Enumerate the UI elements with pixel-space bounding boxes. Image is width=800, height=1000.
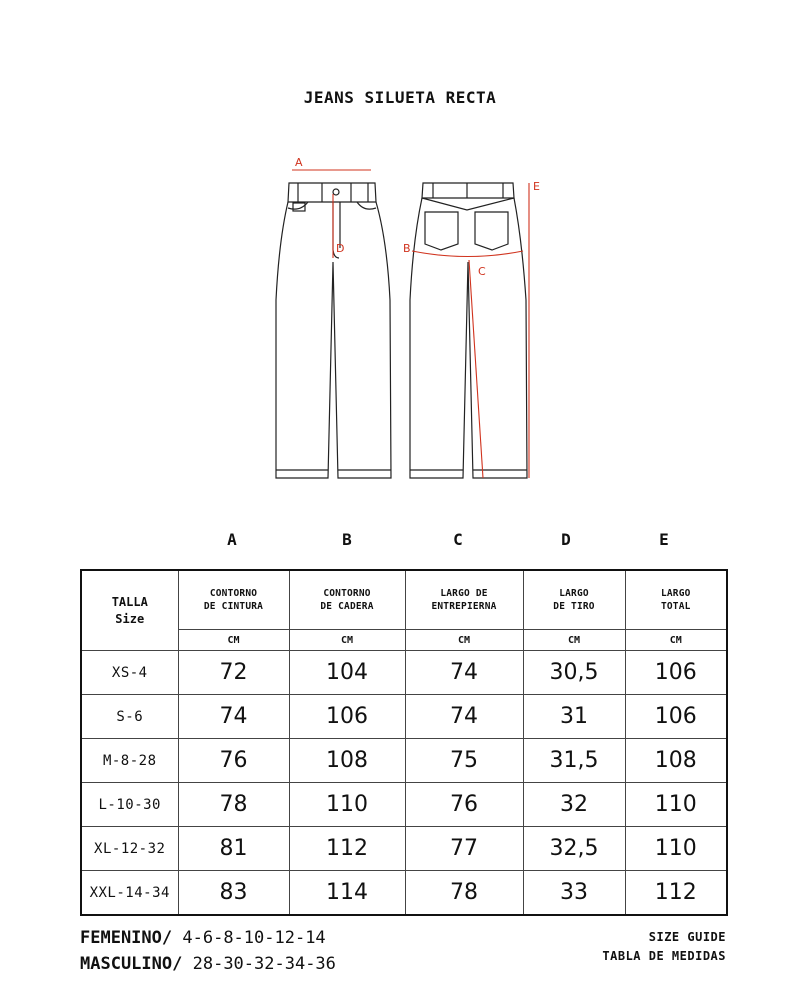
table-row bbox=[81, 695, 727, 739]
column-header-text: CONTORNO bbox=[323, 588, 371, 599]
value-cell: 78 bbox=[405, 871, 523, 916]
value-cell: 32 bbox=[523, 783, 625, 827]
value-cell: 108 bbox=[625, 739, 727, 783]
value-cell: 112 bbox=[289, 827, 405, 871]
column-header-text: CONTORNO bbox=[209, 588, 258, 599]
measurement-letters bbox=[295, 156, 540, 278]
measure-label-b: B bbox=[403, 242, 411, 255]
unit-label: CM bbox=[625, 630, 727, 651]
value-cell: 31 bbox=[523, 695, 625, 739]
column-header-b bbox=[289, 570, 405, 630]
femenino-line bbox=[80, 925, 336, 951]
value-cell: 114 bbox=[289, 871, 405, 916]
value-cell: 112 bbox=[625, 871, 727, 916]
size-cell: M-8-28 bbox=[81, 739, 178, 783]
size-cell: L-10-30 bbox=[81, 783, 178, 827]
value-cell: 76 bbox=[178, 739, 289, 783]
size-column-header bbox=[81, 570, 178, 651]
value-cell: 106 bbox=[625, 651, 727, 695]
column-letter-d: D bbox=[561, 530, 571, 549]
value-cell: 78 bbox=[178, 783, 289, 827]
value-cell: 81 bbox=[178, 827, 289, 871]
size-header-line2: Size bbox=[115, 611, 145, 626]
column-header-c bbox=[405, 570, 523, 630]
size-cell: XL-12-32 bbox=[81, 827, 178, 871]
table-row bbox=[81, 827, 727, 871]
unit-label: CM bbox=[178, 630, 289, 651]
measure-label-a: A bbox=[295, 156, 303, 169]
value-cell: 110 bbox=[625, 783, 727, 827]
column-header-text: DE CINTURA bbox=[203, 601, 264, 612]
value-cell: 74 bbox=[405, 651, 523, 695]
value-cell: 106 bbox=[289, 695, 405, 739]
masculino-sizes: 28-30-32-34-36 bbox=[192, 954, 336, 974]
jeans-back-view bbox=[410, 183, 527, 478]
unit-label: CM bbox=[289, 630, 405, 651]
value-cell: 104 bbox=[289, 651, 405, 695]
table-header-row bbox=[81, 570, 727, 630]
column-header-e bbox=[625, 570, 727, 630]
measure-label-d: D bbox=[336, 242, 345, 255]
column-header-a bbox=[178, 570, 289, 630]
size-guide-line1: SIZE GUIDE bbox=[648, 930, 726, 944]
unit-row bbox=[81, 630, 727, 651]
value-cell: 108 bbox=[289, 739, 405, 783]
column-letters bbox=[0, 530, 800, 554]
measure-line-c bbox=[469, 260, 483, 478]
size-cell: XXL-14-34 bbox=[81, 871, 178, 916]
size-equivalence bbox=[80, 925, 336, 977]
value-cell: 77 bbox=[405, 827, 523, 871]
value-cell: 72 bbox=[178, 651, 289, 695]
value-cell: 33 bbox=[523, 871, 625, 916]
measure-line-b bbox=[412, 251, 523, 257]
table-row bbox=[81, 739, 727, 783]
column-letter-b: B bbox=[342, 530, 352, 549]
masculino-line bbox=[80, 951, 336, 977]
column-header-text: ENTREPIERNA bbox=[431, 601, 497, 612]
masculino-label: MASCULINO/ bbox=[80, 954, 183, 974]
value-cell: 30,5 bbox=[523, 651, 625, 695]
value-cell: 32,5 bbox=[523, 827, 625, 871]
column-header-text: DE TIRO bbox=[553, 601, 595, 612]
measure-label-e: E bbox=[533, 180, 540, 193]
size-header-line1: TALLA bbox=[111, 594, 148, 609]
size-cell: XS-4 bbox=[81, 651, 178, 695]
measure-label-c: C bbox=[478, 265, 486, 278]
column-header-text: TOTAL bbox=[660, 601, 691, 612]
column-header-text: DE CADERA bbox=[320, 601, 374, 612]
table-row bbox=[81, 783, 727, 827]
unit-label: CM bbox=[405, 630, 523, 651]
column-header-text: LARGO bbox=[660, 588, 691, 599]
table-row bbox=[81, 871, 727, 916]
column-letter-e: E bbox=[659, 530, 669, 549]
value-cell: 110 bbox=[289, 783, 405, 827]
table-row bbox=[81, 651, 727, 695]
column-header-text: LARGO bbox=[559, 588, 589, 599]
column-header-d bbox=[523, 570, 625, 630]
value-cell: 106 bbox=[625, 695, 727, 739]
column-letter-a: A bbox=[227, 530, 237, 549]
value-cell: 75 bbox=[405, 739, 523, 783]
column-letter-c: C bbox=[453, 530, 463, 549]
value-cell: 74 bbox=[178, 695, 289, 739]
column-header-text: LARGO DE bbox=[440, 588, 488, 599]
unit-label: CM bbox=[523, 630, 625, 651]
size-cell: S-6 bbox=[81, 695, 178, 739]
femenino-sizes: 4-6-8-10-12-14 bbox=[182, 928, 326, 948]
value-cell: 74 bbox=[405, 695, 523, 739]
value-cell: 110 bbox=[625, 827, 727, 871]
page-title: JEANS SILUETA RECTA bbox=[303, 88, 497, 107]
size-table bbox=[80, 569, 728, 916]
value-cell: 83 bbox=[178, 871, 289, 916]
size-guide-line2: TABLA DE MEDIDAS bbox=[602, 949, 726, 963]
value-cell: 76 bbox=[405, 783, 523, 827]
size-guide-caption bbox=[602, 928, 726, 966]
femenino-label: FEMENINO/ bbox=[80, 928, 173, 948]
value-cell: 31,5 bbox=[523, 739, 625, 783]
